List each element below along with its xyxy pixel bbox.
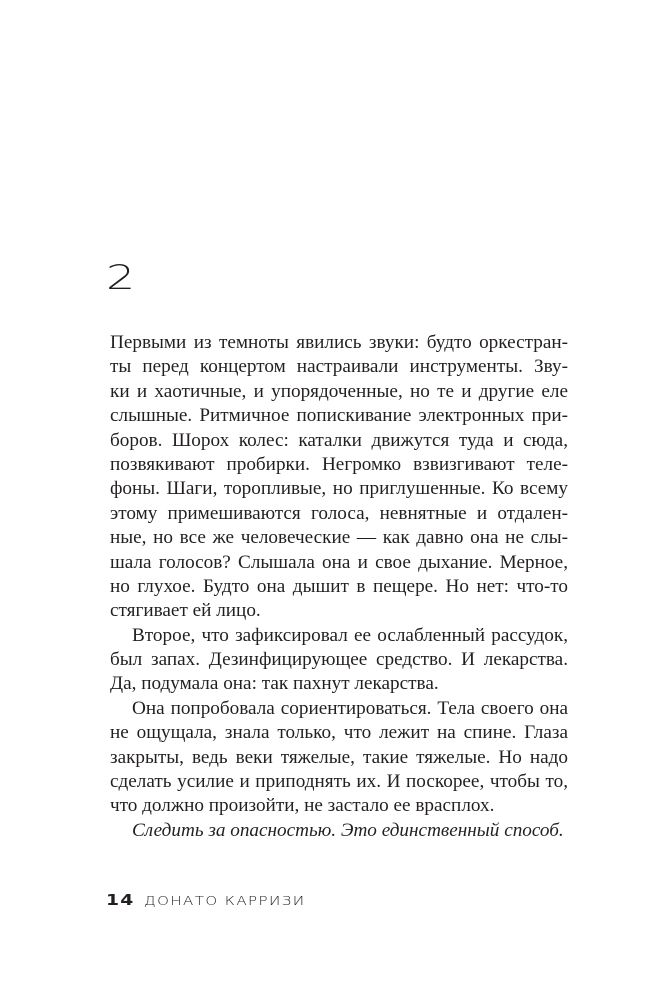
text-line: позвякивают пробирки. Негромко взвизгивают теле- [110, 453, 568, 475]
text-line: был запах. Дезинфицирующее средство. И лекарства. [110, 649, 568, 671]
text-line: стягивает ей лицо. [110, 600, 261, 622]
italic-text-line: Следить за опасностью. Это единственный способ. [132, 819, 564, 841]
text-line: слышные. Ритмичное попискивание электронных при- [110, 405, 568, 427]
text-line: шала голосов? Слышала она и свое дыхание. Мерное, [110, 551, 568, 573]
running-head-author: ДОНАТО КАРРИЗИ [144, 892, 306, 908]
text-line: что должно произойти, не застало ее врасплох. [110, 795, 495, 817]
text-line: боров. Шорох колес: каталки движутся туда и сюда, [110, 429, 568, 451]
page-footer [106, 889, 306, 911]
text-line-paragraph-start: Второе, что зафиксировал ее ослабленный рассудок, [132, 624, 568, 646]
page-number: 14 [106, 891, 135, 909]
text-line: ные, но все же человеческие — как давно она не слы- [110, 527, 568, 549]
chapter-number: 2 [106, 258, 136, 298]
text-line: не ощущала, знала только, что лежит на спине. Глаза [110, 722, 568, 744]
text-line-paragraph-start: Она попробовала сориентироваться. Тела своего она [132, 697, 568, 719]
text-line: закрыты, ведь веки тяжелые, такие тяжелые. Но надо [110, 746, 568, 768]
text-line: фоны. Шаги, торопливые, но приглушенные. Ко всему [110, 478, 568, 500]
text-line: этому примешиваются голоса, невнятные и отдален- [110, 502, 568, 524]
text-line: Первыми из темноты явились звуки: будто оркестран- [110, 332, 568, 353]
text-line: ты перед концертом настраивали инструменты. Зву- [110, 356, 568, 378]
text-line: ки и хаотичные, и упорядоченные, но те и другие еле [110, 380, 568, 402]
body-text [110, 331, 568, 843]
text-line: но глухое. Будто она дышит в пещере. Но нет: что-то [110, 575, 568, 597]
text-line: сделать усилие и приподнять их. И поскорее, чтобы то, [110, 771, 568, 793]
text-line: Да, подумала она: так пахнут лекарства. [110, 673, 439, 695]
